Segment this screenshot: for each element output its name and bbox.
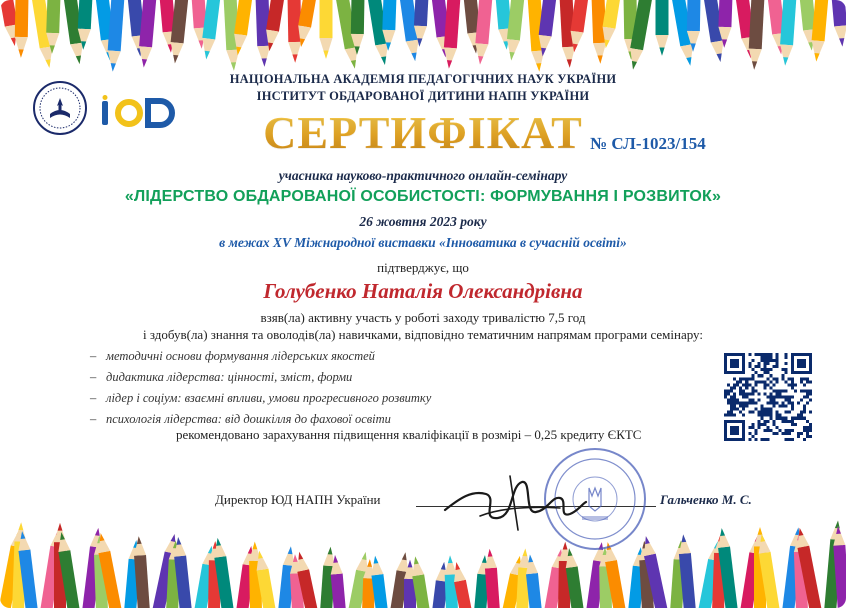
seminar-name: «ЛІДЕРСТВО ОБДАРОВАНОЇ ОСОБИСТОСТІ: ФОРМУВАННЯ І РОЗВИТОК» <box>124 188 722 205</box>
certificate-title: СЕРТИФІКАТ <box>263 107 583 158</box>
topic-text: психологія лідерства: від дошкілля до фахової освіти <box>106 412 391 426</box>
org-line-2: ІНСТИТУТ ОБДАРОВАНОЇ ДИТИНИ НАПН УКРАЇНИ <box>256 89 590 103</box>
exhibition-line: в межах XV Міжнародної виставки «Інноватика в сучасній освіті» <box>219 235 627 250</box>
pencils-top-border <box>0 0 846 80</box>
recipient-name: Голубенко Наталія Олександрівна <box>263 279 583 303</box>
skills-text: і здобув(ла) знання та оволодів(ла) навичками, відповідно тематичним напрямам програми семінару: <box>142 327 703 342</box>
director-label: Директор ЮД НАПН України <box>215 492 381 507</box>
event-subtitle: учасника науково-практичного онлайн-семінару <box>278 168 568 183</box>
title-wrap <box>0 106 846 159</box>
org-line-1: НАЦІОНАЛЬНА АКАДЕМІЯ ПЕДАГОГІЧНИХ НАУК УКРАЇНИ <box>229 72 617 86</box>
list-dash: – <box>90 412 97 426</box>
handwritten-signature-icon <box>440 468 590 538</box>
qr-code-icon[interactable] <box>724 353 812 441</box>
list-dash: – <box>90 391 97 405</box>
topic-text: лідер і соціум: взаємні впливи, умови прогресивного розвитку <box>106 391 432 405</box>
certificate-number: № СЛ-1023/154 <box>590 134 706 153</box>
participation-text: взяв(ла) активну участь у роботі заходу тривалістю 7,5 год <box>260 310 586 325</box>
list-item <box>90 367 431 388</box>
topic-text: дидактика лідерства: цінності, зміст, форми <box>106 370 353 384</box>
recommendation-text: рекомендовано зарахування підвищення кваліфікації в розмірі – 0,25 кредиту ЄКТС <box>176 427 642 442</box>
list-dash: – <box>90 349 97 363</box>
event-date: 26 жовтня 2023 року <box>359 214 487 229</box>
pencils-bottom-border <box>0 503 846 608</box>
topics-list <box>90 346 431 430</box>
list-item <box>90 346 431 367</box>
list-item <box>90 388 431 409</box>
signer-name: Гальченко М. С. <box>660 492 752 507</box>
confirms-text: підтверджує, що <box>377 260 469 275</box>
topic-text: методичні основи формування лідерських якостей <box>106 349 375 363</box>
list-dash: – <box>90 370 97 384</box>
